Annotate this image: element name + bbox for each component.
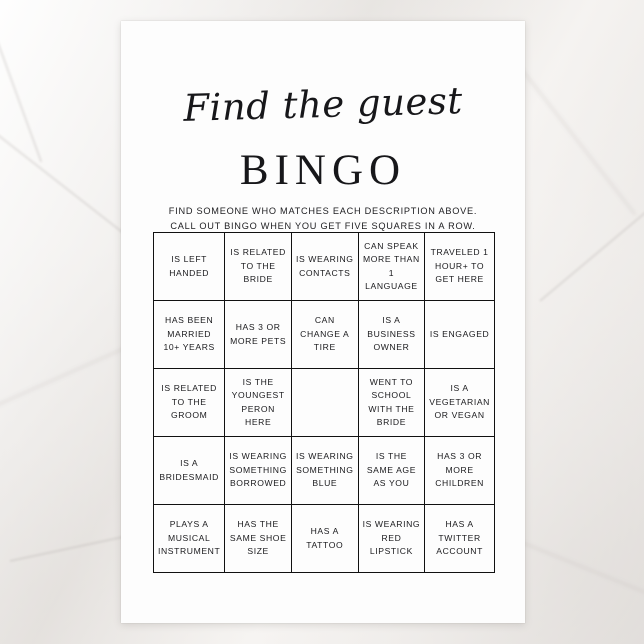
bingo-cell[interactable] — [425, 437, 495, 505]
bingo-cell-label: IS LEFT HANDED — [169, 254, 210, 278]
bingo-cell[interactable] — [292, 233, 359, 301]
bingo-cell[interactable] — [225, 233, 292, 301]
bingo-cell-label: HAS 3 OR MORE PETS — [230, 322, 287, 346]
bingo-card — [121, 21, 525, 623]
bingo-cell-label: HAS A TWITTER ACCOUNT — [436, 519, 483, 557]
bingo-cell-label: IS RELATED TO THE BRIDE — [230, 247, 286, 285]
bingo-cell-label: IS ENGAGED — [429, 328, 490, 339]
bingo-cell[interactable] — [425, 233, 495, 301]
bingo-cell-label: WENT TO SCHOOL WITH THE BRIDE — [368, 376, 415, 427]
bingo-cell[interactable] — [225, 505, 292, 573]
bingo-cell[interactable] — [425, 369, 495, 437]
bingo-cell-label: CAN CHANGE A TIRE — [300, 315, 350, 353]
bingo-cell[interactable] — [154, 233, 225, 301]
bingo-cell-label: TRAVELED 1 HOUR+ TO GET HERE — [430, 247, 489, 285]
bingo-cell-label: IS THE SAME AGE AS YOU — [366, 451, 417, 489]
bingo-cell-free-space[interactable] — [292, 369, 359, 437]
bingo-cell[interactable] — [292, 301, 359, 369]
bingo-cell-label: IS A BUSINESS OWNER — [367, 315, 416, 353]
marble-vein — [539, 185, 644, 302]
bingo-cell-label: IS A BRIDESMAID — [159, 458, 219, 482]
bingo-cell-label: IS WEARING RED LIPSTICK — [362, 519, 421, 557]
bingo-cell-label: PLAYS A MUSICAL INSTRUMENT — [158, 519, 221, 557]
bingo-cell[interactable] — [359, 301, 426, 369]
bingo-cell-label: HAS 3 OR MORE CHILDREN — [435, 451, 484, 489]
bingo-grid — [153, 232, 495, 573]
instruction-line-2: CALL OUT BINGO WHEN YOU GET FIVE SQUARES IN A ROW. — [170, 221, 476, 231]
bingo-cell[interactable] — [154, 369, 225, 437]
bingo-cell[interactable] — [225, 301, 292, 369]
bingo-cell[interactable] — [359, 505, 426, 573]
bingo-cell[interactable] — [154, 505, 225, 573]
bingo-cell-label: CAN SPEAK MORE THAN 1 LANGUAGE — [363, 240, 420, 291]
page-title-script: Find the guest — [182, 79, 464, 130]
bingo-cell[interactable] — [154, 437, 225, 505]
bingo-cell[interactable] — [292, 505, 359, 573]
bingo-cell-label: IS A VEGETARIAN OR VEGAN — [429, 383, 490, 421]
bingo-cell-label: IS THE YOUNGEST PERON HERE — [231, 376, 285, 427]
bingo-cell[interactable] — [225, 437, 292, 505]
bingo-cell[interactable] — [359, 369, 426, 437]
bingo-cell[interactable] — [225, 369, 292, 437]
bingo-cell[interactable] — [292, 437, 359, 505]
bingo-cell-label: IS WEARING SOMETHING BLUE — [296, 451, 354, 489]
instruction-line-1: FIND SOMEONE WHO MATCHES EACH DESCRIPTION ABOVE. — [168, 206, 478, 216]
bingo-cell[interactable] — [425, 505, 495, 573]
bingo-cell[interactable] — [425, 301, 495, 369]
bingo-cell[interactable] — [359, 437, 426, 505]
bingo-cell-label: IS RELATED TO THE GROOM — [161, 383, 217, 421]
bingo-cell-label: HAS A TATTOO — [306, 526, 344, 550]
bingo-cell-label: HAS BEEN MARRIED 10+ YEARS — [163, 315, 215, 353]
instructions — [121, 204, 525, 234]
bingo-cell-label: HAS THE SAME SHOE SIZE — [229, 519, 287, 557]
page-title: BINGO — [239, 147, 407, 194]
bingo-cell[interactable] — [359, 233, 426, 301]
bingo-cell-label: IS WEARING SOMETHING BORROWED — [229, 451, 287, 489]
bingo-cell[interactable] — [154, 301, 225, 369]
bingo-cell-label: IS WEARING CONTACTS — [296, 254, 354, 278]
